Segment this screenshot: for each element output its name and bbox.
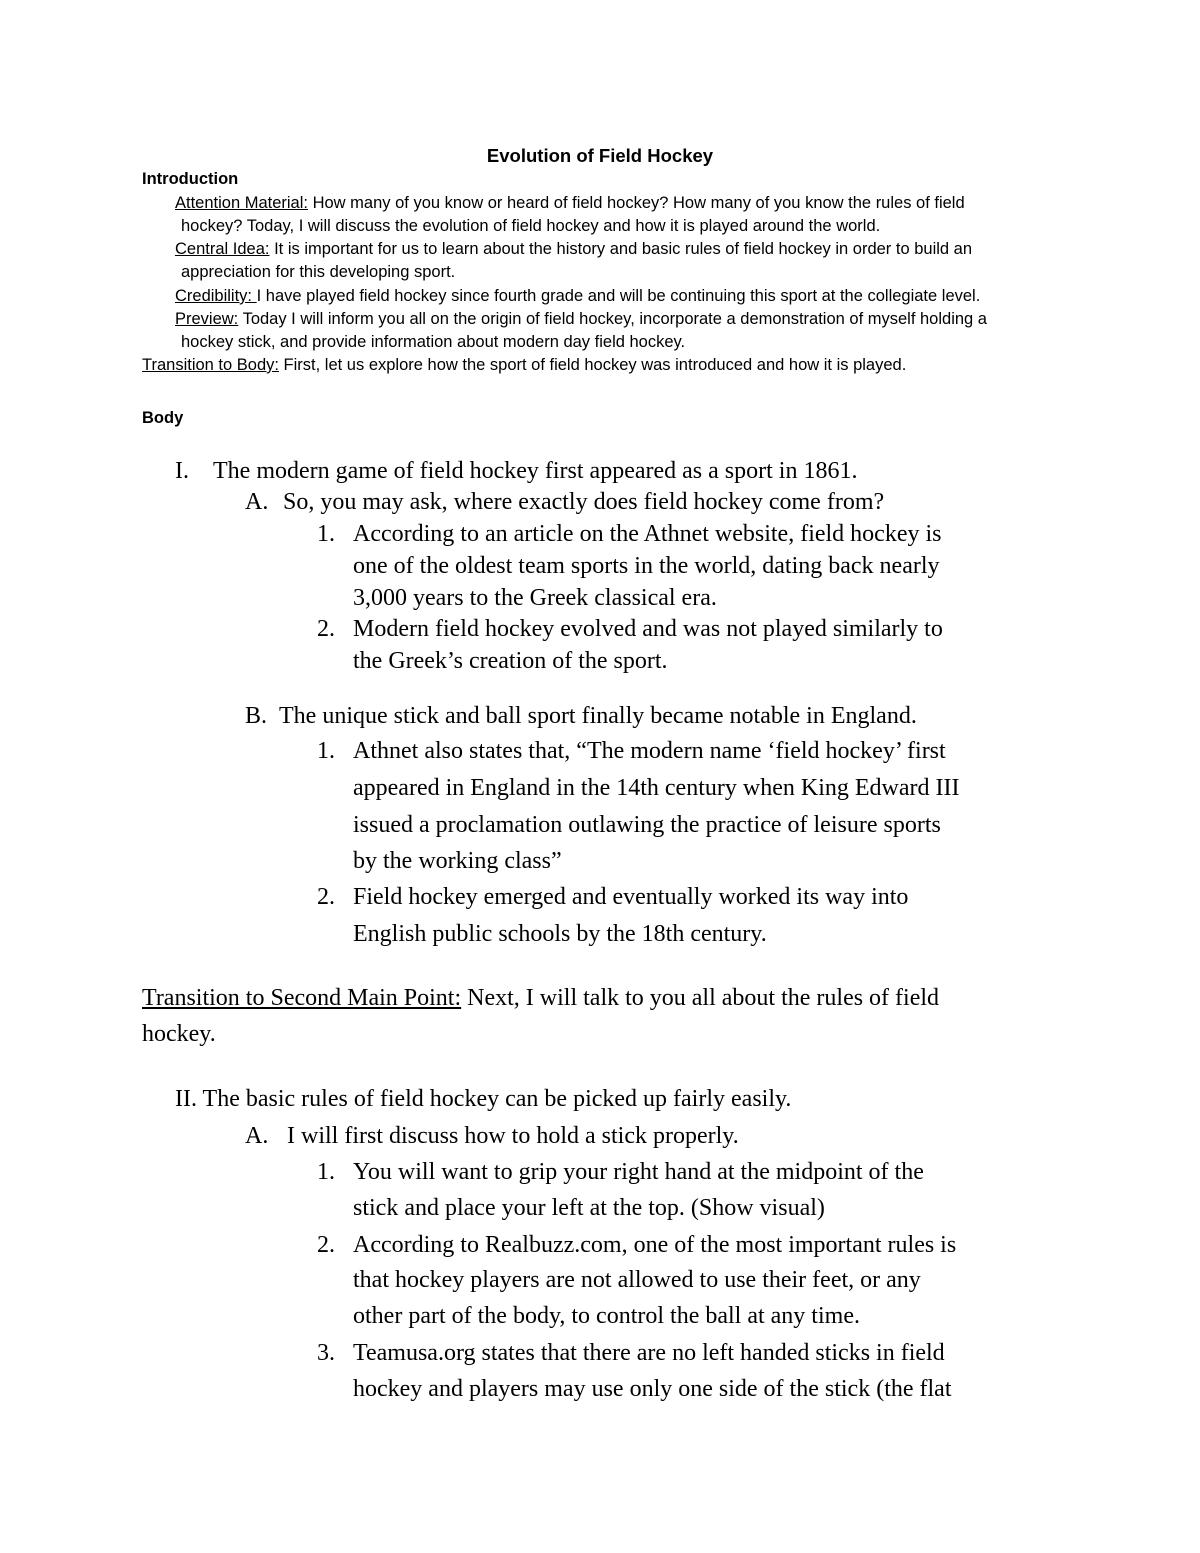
transition-second-point-text: Next, I will talk to you all about the rules of field [461, 985, 940, 1011]
subpoint-1a-item-2-line-1: Modern field hockey evolved and was not played similarly to [353, 616, 943, 642]
attention-material-text: How many of you know or heard of field hockey? How many of you know the rules of field [307, 194, 965, 212]
main-point-2-line [175, 1086, 791, 1113]
subpoint-2a-item-2-line-1: According to Realbuzz.com, one of the most important rules is [353, 1232, 957, 1258]
credibility-line [175, 287, 980, 306]
subpoint-1b-marker: B. [245, 703, 268, 729]
subpoint-1b-text: The unique stick and ball sport finally became notable in England. [279, 703, 917, 729]
preview-line-2: hockey stick, and provide information about modern day field hockey. [181, 333, 686, 351]
subpoint-1b-item-1-line-1: Athnet also states that, “The modern name ‘field hockey’ first [353, 738, 946, 764]
subpoint-2a-text: I will first discuss how to hold a stick properly. [287, 1123, 739, 1149]
main-point-2-text: The basic rules of field hockey can be picked up fairly easily. [196, 1086, 792, 1112]
subpoint-1a-text: So, you may ask, where exactly does field hockey come from? [283, 489, 885, 515]
subpoint-2a-item-1-marker: 1. [317, 1159, 335, 1185]
subpoint-1b-item-2-line-1: Field hockey emerged and eventually worked its way into [353, 884, 909, 910]
subpoint-1a-item-2-marker: 2. [317, 616, 335, 642]
transition-second-point-line-2: hockey. [142, 1021, 216, 1047]
document-title: Evolution of Field Hockey [486, 145, 714, 166]
attention-material-line-2: hockey? Today, I will discuss the evolution of field hockey and how it is played around the world. [181, 217, 881, 235]
subpoint-1b-item-1-line-3: issued a proclamation outlawing the practice of leisure sports [353, 812, 941, 838]
subpoint-2a-item-2-line-2: that hockey players are not allowed to use their feet, or any [353, 1267, 921, 1293]
attention-material-label: Attention Material: [175, 194, 308, 212]
main-point-1-marker: I. [175, 458, 189, 484]
subpoint-1b-item-2-marker: 2. [317, 884, 335, 910]
transition-to-body-line [142, 356, 906, 375]
transition-second-point-label: Transition to Second Main Point: [142, 985, 462, 1011]
subpoint-1b-item-2-line-2: English public schools by the 18th century. [353, 921, 767, 947]
preview-line-1 [175, 310, 987, 329]
subpoint-2a-item-2-line-3: other part of the body, to control the ball at any time. [353, 1303, 860, 1329]
introduction-heading: Introduction [142, 170, 239, 188]
subpoint-1b-item-1-line-4: by the working class” [353, 848, 562, 874]
subpoint-2a-item-3-line-1: Teamusa.org states that there are no left handed sticks in field [353, 1340, 945, 1366]
attention-material-line-1 [175, 194, 965, 213]
transition-to-body-text: First, let us explore how the sport of field hockey was introduced and how it is played. [278, 356, 907, 374]
subpoint-2a-item-2-marker: 2. [317, 1232, 335, 1258]
subpoint-1a-marker: A. [245, 489, 269, 515]
subpoint-1b-item-1-line-2: appeared in England in the 14th century when King Edward III [353, 775, 960, 801]
central-idea-label: Central Idea: [175, 240, 270, 258]
central-idea-line-1 [175, 240, 972, 259]
central-idea-line-2: appreciation for this developing sport. [181, 263, 456, 281]
subpoint-2a-marker: A. [245, 1123, 269, 1149]
subpoint-2a-item-1-line-1: You will want to grip your right hand at the midpoint of the [353, 1159, 924, 1185]
central-idea-text: It is important for us to learn about the history and basic rules of field hockey in order to build an [269, 240, 973, 258]
subpoint-2a-item-3-marker: 3. [317, 1340, 335, 1366]
subpoint-1a-item-1-marker: 1. [317, 521, 335, 547]
subpoint-1b-item-1-marker: 1. [317, 738, 335, 764]
transition-to-body-label: Transition to Body: [142, 356, 279, 374]
subpoint-1a-item-1-line-3: 3,000 years to the Greek classical era. [353, 585, 717, 611]
main-point-1-text: The modern game of field hockey first appeared as a sport in 1861. [213, 458, 858, 484]
subpoint-1a-item-2-line-2: the Greek’s creation of the sport. [353, 648, 668, 674]
preview-label: Preview: [175, 310, 239, 328]
subpoint-1a-item-1-line-1: According to an article on the Athnet website, field hockey is [353, 521, 942, 547]
preview-text: Today I will inform you all on the origin of field hockey, incorporate a demonstration of myself holding a [238, 310, 987, 328]
subpoint-2a-item-1-line-2: stick and place your left at the top. (Show visual) [353, 1195, 825, 1221]
credibility-text: I have played field hockey since fourth grade and will be continuing this sport at the collegiate level. [256, 287, 981, 305]
credibility-label: Credibility: [175, 287, 257, 305]
transition-second-point-line-1 [142, 985, 939, 1012]
main-point-2-marker: II. [175, 1086, 197, 1112]
subpoint-1a-item-1-line-2: one of the oldest team sports in the world, dating back nearly [353, 553, 940, 579]
subpoint-2a-item-3-line-2: hockey and players may use only one side of the stick (the flat [353, 1376, 952, 1402]
body-heading: Body [142, 409, 184, 427]
